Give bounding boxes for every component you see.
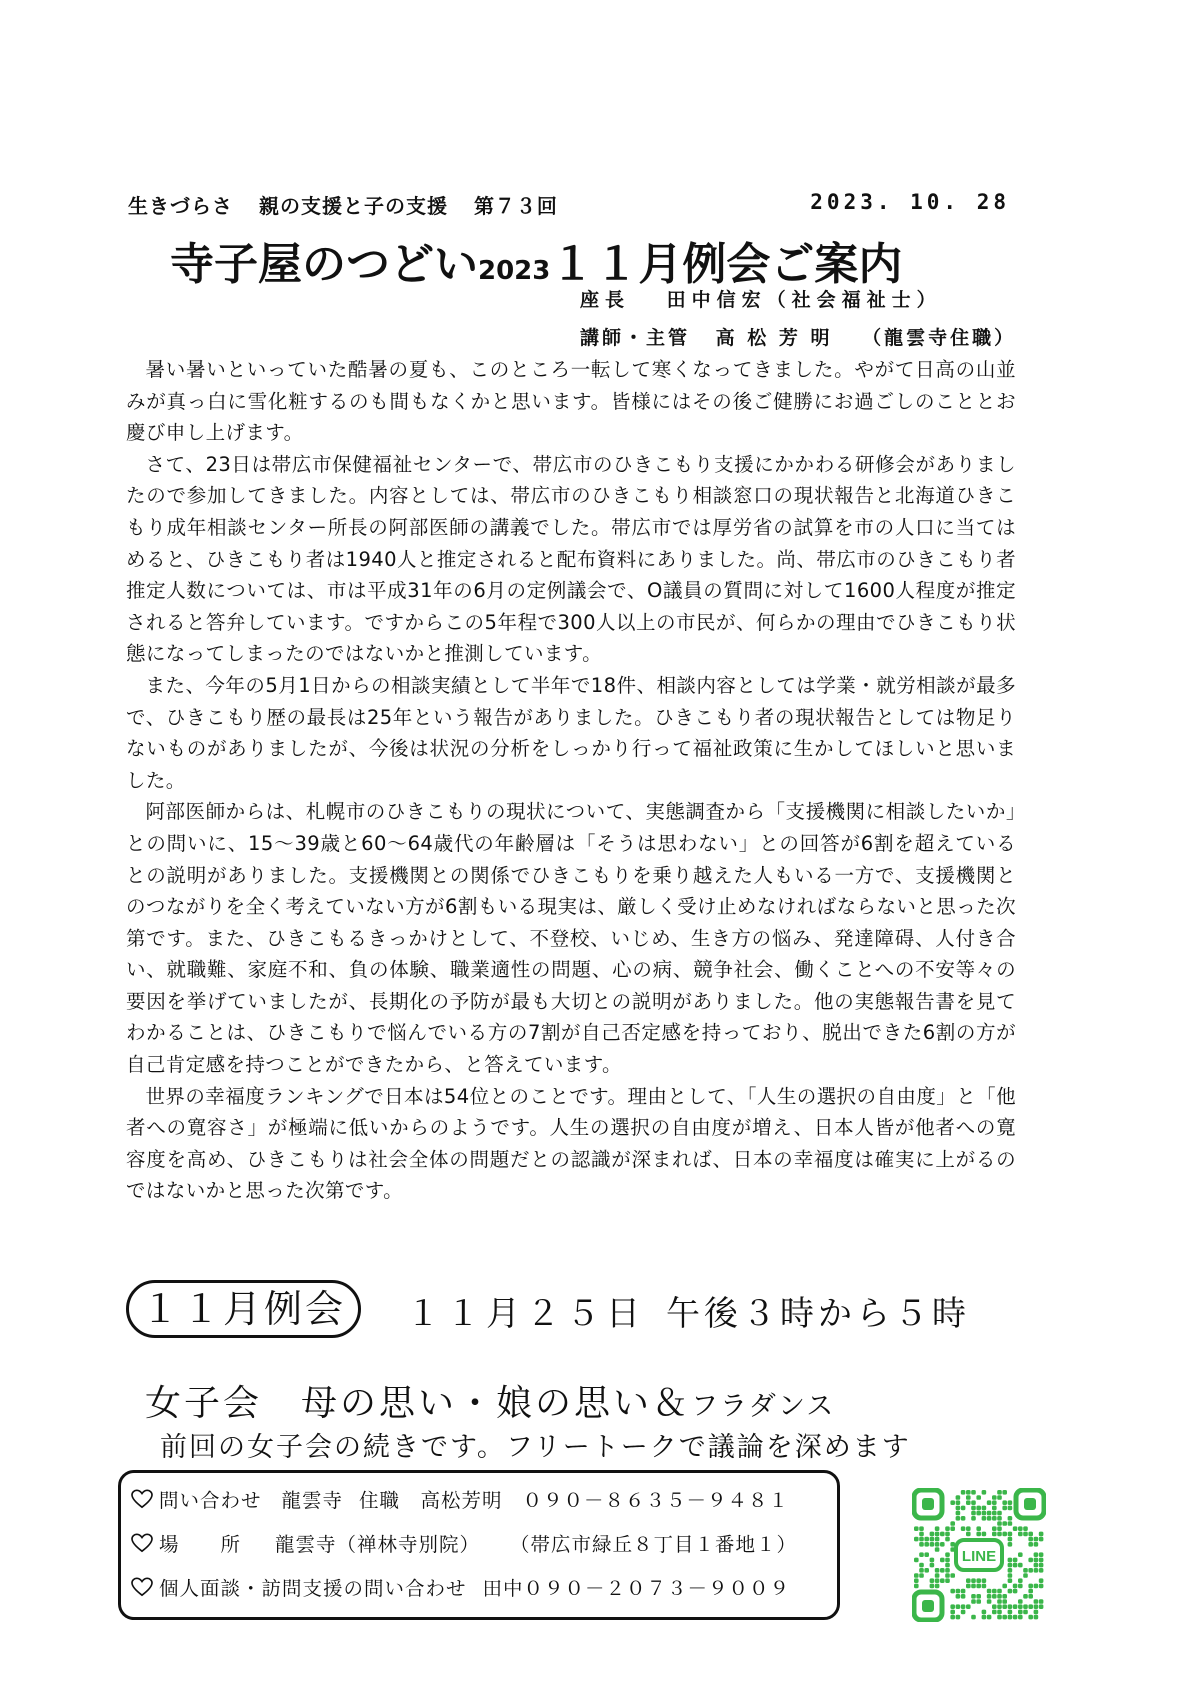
qr-module: [1039, 1537, 1044, 1542]
heart-icon: [131, 1489, 153, 1509]
qr-module: [982, 1490, 987, 1495]
title-tail: １１月例会ご案内: [550, 239, 903, 290]
qr-module: [1013, 1526, 1018, 1531]
meeting-badge: １１月例会: [126, 1280, 361, 1338]
qr-module: [1002, 1615, 1007, 1620]
qr-module: [945, 1558, 950, 1563]
qr-module: [1018, 1615, 1023, 1620]
qr-module: [945, 1578, 950, 1583]
qr-module: [1008, 1537, 1013, 1542]
qr-module: [997, 1589, 1002, 1594]
qr-label: LINE: [961, 1548, 997, 1565]
qr-module: [961, 1610, 966, 1615]
qr-module: [976, 1495, 981, 1500]
contact-place: 龍雲寺: [281, 1489, 344, 1512]
qr-module: [1013, 1584, 1018, 1589]
qr-module: [961, 1516, 966, 1521]
body-text: [126, 354, 1016, 1207]
qr-module: [1028, 1604, 1033, 1609]
heart-icon: [131, 1577, 153, 1597]
qr-module: [997, 1495, 1002, 1500]
qr-module: [919, 1563, 924, 1568]
qr-module: [919, 1532, 924, 1537]
qr-module: [940, 1568, 945, 1573]
qr-module: [997, 1521, 1002, 1526]
qr-module: [956, 1604, 961, 1609]
qr-module: [997, 1532, 1002, 1537]
lecturer-line: [580, 323, 1016, 350]
qr-module: [935, 1537, 940, 1542]
qr-module: [950, 1610, 955, 1615]
qr-module: [987, 1615, 992, 1620]
qr-module: [1023, 1573, 1028, 1578]
qr-module: [1018, 1532, 1023, 1537]
qr-module: [1034, 1552, 1039, 1557]
qr-module: [982, 1516, 987, 1521]
qr-module: [961, 1604, 966, 1609]
qr-module: [1008, 1568, 1013, 1573]
contact-box: [118, 1470, 840, 1620]
qr-module: [1034, 1584, 1039, 1589]
qr-module: [1018, 1552, 1023, 1557]
qr-module: [1034, 1558, 1039, 1563]
issue-date: 2023. 10. 28: [810, 190, 1010, 214]
qr-module: [924, 1568, 929, 1573]
qr-module: [971, 1506, 976, 1511]
qr-module: [971, 1584, 976, 1589]
qr-module: [956, 1495, 961, 1500]
event-title-small: フラダンス: [691, 1391, 836, 1422]
page-title: [170, 228, 902, 292]
qr-module: [1028, 1615, 1033, 1620]
qr-module: [976, 1506, 981, 1511]
qr-module: [1034, 1604, 1039, 1609]
qr-module: [976, 1594, 981, 1599]
qr-module: [919, 1568, 924, 1573]
qr-module: [1008, 1516, 1013, 1521]
qr-module: [1018, 1578, 1023, 1583]
qr-module: [1002, 1594, 1007, 1599]
qr-module: [1008, 1532, 1013, 1537]
qr-module: [956, 1500, 961, 1505]
qr-module: [987, 1516, 992, 1521]
qr-module: [935, 1568, 940, 1573]
qr-module: [1018, 1604, 1023, 1609]
qr-module: [992, 1604, 997, 1609]
qr-module: [992, 1610, 997, 1615]
qr-module: [1002, 1532, 1007, 1537]
qr-module: [987, 1511, 992, 1516]
qr-module: [1023, 1532, 1028, 1537]
lecturer-role: 講師・主管: [580, 327, 691, 349]
qr-module: [966, 1604, 971, 1609]
qr-module: [924, 1537, 929, 1542]
qr-module: [1013, 1589, 1018, 1594]
qr-module: [971, 1516, 976, 1521]
qr-module: [966, 1490, 971, 1495]
qr-module: [1034, 1599, 1039, 1604]
qr-module: [971, 1511, 976, 1516]
qr-module: [1008, 1615, 1013, 1620]
qr-module: [930, 1537, 935, 1542]
qr-module: [971, 1578, 976, 1583]
qr-module: [956, 1511, 961, 1516]
qr-module: [1018, 1610, 1023, 1615]
lecturer-title: （龍雲寺住職）: [862, 327, 1017, 349]
qr-module: [1028, 1568, 1033, 1573]
contact-row-location: [131, 1529, 797, 1557]
paragraph: 世界の幸福度ランキングで日本は54位とのことです。理由として、「人生の選択の自由度」と「他者への寛容さ」が極端に低いからのようです。人生の選択の自由度が増え、日本人皆が他者への寛容度を高め、ひきこもりは社会全体の問題だとの認識が深まれば、日本の幸福度は確実に上がるのではないかと思った次第です。: [126, 1084, 1016, 1203]
qr-module: [1034, 1610, 1039, 1615]
qr-module: [930, 1532, 935, 1537]
qr-module: [1008, 1542, 1013, 1547]
title-year: 2023: [478, 256, 551, 286]
qr-module: [1028, 1558, 1033, 1563]
qr-module: [1028, 1594, 1033, 1599]
qr-module: [997, 1526, 1002, 1531]
qr-module: [914, 1584, 919, 1589]
qr-module: [1023, 1568, 1028, 1573]
qr-module: [971, 1599, 976, 1604]
qr-module: [982, 1584, 987, 1589]
series-label: 生きづらさ: [128, 194, 233, 218]
qr-module: [976, 1511, 981, 1516]
paragraph: 阿部医師からは、札幌市のひきこもりの現状について、実態調査から「支援機関に相談したいか」との問いに、15～39歳と60～64歳代の年齢層は「そうは思わない」との回答が6割を超えているとの説明がありました。支援機関との関係でひきこもりを乗り越えた人もいる一方で、支援機関とのつながりを全く考えていない方が6割もいる現実は、厳しく受け止めなければならないと思った次第です。また、ひきこもるきっかけとして、不登校、いじめ、生き方の悩み、発達障碍、人付き合い、就職難、家庭不和、負の体験、職業適性の問題、心の病、競争社会、働くことへの不安等々の要因を挙げていましたが、長期化の予防が最も大切との説明がありました。他の実態報告書を見てわかることは、ひきこもりで悩んでいる方の7割が自己否定感を持っており、脱出できた6割の方が自己肯定感を持つことができたから、と答えています。: [126, 800, 1016, 1077]
qr-module: [992, 1495, 997, 1500]
qr-module: [976, 1584, 981, 1589]
qr-module: [997, 1604, 1002, 1609]
qr-module: [935, 1578, 940, 1583]
qr-module: [1008, 1604, 1013, 1609]
qr-module: [935, 1526, 940, 1531]
qr-module: [992, 1589, 997, 1594]
qr-module: [919, 1573, 924, 1578]
qr-module: [924, 1542, 929, 1547]
qr-module: [997, 1615, 1002, 1620]
contact-phone: ０９０－８６３５－９４８１: [522, 1489, 790, 1512]
qr-module: [971, 1594, 976, 1599]
qr-module: [1028, 1542, 1033, 1547]
qr-module: [930, 1578, 935, 1583]
qr-module: [924, 1552, 929, 1557]
qr-module: [930, 1584, 935, 1589]
qr-module: [940, 1542, 945, 1547]
qr-module: [914, 1537, 919, 1542]
location-label: 場 所: [159, 1533, 242, 1556]
qr-module: [961, 1490, 966, 1495]
paragraph: さて、23日は帯広市保健福祉センターで、帯広市のひきこもり支援にかかわる研修会がありましたので参加してきました。内容としては、帯広市のひきこもり相談窓口の現状報告と北海道ひきこもり成年相談センター所長の阿部医師の講義でした。帯広市では厚労省の試算を市の人口に当てはめると、ひきこもり者は1940人と推定されると配布資料にありました。尚、帯広市のひきこもり者推定人数については、市は平成31年の6月の定例議会で、O議員の質問に対して1600人程度が推定されると答弁しています。ですからこの5年程で300人以上の市民が、何らかの理由でひきこもり状態になってしまったのではないかと推測しています。: [126, 452, 1016, 666]
qr-module: [914, 1573, 919, 1578]
qr-module: [1028, 1532, 1033, 1537]
chair-role: 座長: [580, 289, 631, 311]
qr-module: [992, 1511, 997, 1516]
qr-module: [930, 1558, 935, 1563]
qr-module: [1039, 1558, 1044, 1563]
qr-module: [945, 1573, 950, 1578]
qr-module: [966, 1500, 971, 1505]
qr-module: [966, 1578, 971, 1583]
qr-module: [1002, 1584, 1007, 1589]
qr-module: [1023, 1610, 1028, 1615]
qr-module: [992, 1526, 997, 1531]
qr-module: [1039, 1563, 1044, 1568]
qr-module: [997, 1516, 1002, 1521]
qr-module: [950, 1521, 955, 1526]
qr-module: [956, 1594, 961, 1599]
qr-module: [1018, 1599, 1023, 1604]
qr-module: [997, 1594, 1002, 1599]
qr-module: [950, 1604, 955, 1609]
series-line: [128, 190, 576, 219]
qr-module: [919, 1537, 924, 1542]
qr-module: [1018, 1584, 1023, 1589]
qr-module: [1002, 1599, 1007, 1604]
qr-module: [1008, 1578, 1013, 1583]
qr-module: [1008, 1500, 1013, 1505]
qr-module: [976, 1599, 981, 1604]
chair-line: [580, 285, 942, 312]
qr-module: [940, 1578, 945, 1583]
qr-module: [950, 1573, 955, 1578]
location-address: （帯広市緑丘８丁目１番地１）: [510, 1533, 798, 1556]
qr-module: [971, 1500, 976, 1505]
lecturer-name: 高 松 芳 明: [715, 327, 833, 349]
qr-module: [1008, 1558, 1013, 1563]
qr-module: [950, 1526, 955, 1531]
qr-module: [1039, 1604, 1044, 1609]
qr-module: [1013, 1604, 1018, 1609]
qr-module: [1023, 1604, 1028, 1609]
qr-module: [1013, 1563, 1018, 1568]
qr-module: [987, 1500, 992, 1505]
qr-module: [935, 1547, 940, 1552]
qr-module: [992, 1506, 997, 1511]
qr-module: [919, 1526, 924, 1531]
qr-module: [1008, 1563, 1013, 1568]
qr-module: [930, 1563, 935, 1568]
qr-module: [992, 1594, 997, 1599]
qr-module: [992, 1532, 997, 1537]
qr-module: [1008, 1521, 1013, 1526]
qr-module: [950, 1615, 955, 1620]
qr-module: [966, 1495, 971, 1500]
qr-module: [1008, 1610, 1013, 1615]
qr-module: [1034, 1568, 1039, 1573]
qr-module: [1039, 1532, 1044, 1537]
qr-module: [945, 1537, 950, 1542]
event-title: [145, 1375, 835, 1426]
event-title-main: 女子会 母の思い・娘の思い＆: [145, 1383, 692, 1424]
qr-module: [997, 1490, 1002, 1495]
paragraph: 暑い暑いといっていた酷暑の夏も、このところ一転して寒くなってきました。やがて日高の山並みが真っ白に雪化粧するのも間もなくかと思います。皆様にはその後ご健勝にお過ごしのこととお慶び申し上げます。: [126, 358, 1016, 445]
qr-module: [1028, 1537, 1033, 1542]
qr-module: [956, 1589, 961, 1594]
event-subtitle: 前回の女子会の続きです。フリートークで議論を深めます: [160, 1432, 911, 1463]
line-qr-code-icon[interactable]: [912, 1488, 1046, 1622]
qr-module: [1039, 1552, 1044, 1557]
qr-module: [940, 1532, 945, 1537]
qr-module: [987, 1594, 992, 1599]
qr-module: [1002, 1521, 1007, 1526]
contact-label: 問い合わせ: [159, 1489, 262, 1512]
qr-module: [982, 1578, 987, 1583]
qr-module: [1018, 1563, 1023, 1568]
qr-module: [945, 1552, 950, 1557]
qr-module: [945, 1568, 950, 1573]
qr-module: [961, 1526, 966, 1531]
visit-label: 個人面談・訪問支援の問い合わせ: [159, 1577, 467, 1600]
heart-icon: [131, 1533, 153, 1553]
series-number: 第７３回: [473, 194, 558, 218]
qr-module: [945, 1526, 950, 1531]
qr-module: [935, 1542, 940, 1547]
qr-module: [1023, 1594, 1028, 1599]
qr-module: [945, 1563, 950, 1568]
qr-module: [992, 1500, 997, 1505]
qr-module: [982, 1615, 987, 1620]
qr-module: [987, 1589, 992, 1594]
qr-module: [1039, 1578, 1044, 1583]
qr-module: [976, 1532, 981, 1537]
qr-module: [1023, 1526, 1028, 1531]
qr-module: [914, 1558, 919, 1563]
qr-module: [950, 1500, 955, 1505]
qr-module: [982, 1532, 987, 1537]
qr-module: [935, 1584, 940, 1589]
qr-module: [1002, 1500, 1007, 1505]
qr-module: [966, 1526, 971, 1531]
qr-module: [1034, 1615, 1039, 1620]
qr-module: [1013, 1558, 1018, 1563]
qr-module: [1008, 1589, 1013, 1594]
contact-person: 住職 高松芳明: [359, 1489, 503, 1512]
qr-module: [1002, 1604, 1007, 1609]
qr-module: [1039, 1584, 1044, 1589]
qr-module: [1008, 1573, 1013, 1578]
qr-module: [1034, 1537, 1039, 1542]
qr-module: [950, 1589, 955, 1594]
qr-module: [1028, 1584, 1033, 1589]
qr-module: [1039, 1599, 1044, 1604]
qr-module: [982, 1511, 987, 1516]
qr-module: [992, 1516, 997, 1521]
series-theme: 親の支援と子の支援: [258, 194, 448, 218]
paragraph: また、今年の5月1日からの相談実績として半年で18件、相談内容としては学業・就労相談が最多で、ひきこもり歴の最長は25年という報告がありました。ひきこもり者の現状報告としては物足りないものがありましたが、今後は状況の分析をしっかり行って福祉政策に生かしてほしいと思いました。: [126, 673, 1016, 792]
location-place: 龍雲寺（禅林寺別院）: [275, 1533, 481, 1556]
qr-module: [966, 1584, 971, 1589]
qr-module: [961, 1506, 966, 1511]
qr-module: [1002, 1506, 1007, 1511]
qr-module: [997, 1610, 1002, 1615]
qr-module: [987, 1599, 992, 1604]
contact-row-visit: [131, 1573, 790, 1601]
meeting-time: 午後３時から５時: [666, 1294, 970, 1334]
qr-module: [1002, 1490, 1007, 1495]
qr-module: [971, 1490, 976, 1495]
qr-module: [1008, 1506, 1013, 1511]
qr-module: [976, 1578, 981, 1583]
qr-module: [982, 1610, 987, 1615]
qr-module: [956, 1516, 961, 1521]
qr-module: [971, 1615, 976, 1620]
qr-module: [919, 1542, 924, 1547]
qr-module: [1013, 1615, 1018, 1620]
qr-module: [956, 1506, 961, 1511]
qr-module: [1034, 1542, 1039, 1547]
qr-module: [930, 1542, 935, 1547]
qr-module: [935, 1573, 940, 1578]
qr-module: [982, 1506, 987, 1511]
qr-module: [961, 1594, 966, 1599]
qr-module: [1039, 1568, 1044, 1573]
qr-module: [940, 1558, 945, 1563]
visit-contact: 田中０９０－２０７３－９００９: [482, 1577, 791, 1600]
qr-module: [945, 1532, 950, 1537]
qr-module: [1028, 1589, 1033, 1594]
qr-module: [956, 1615, 961, 1620]
title-main: 寺子屋のつどい: [170, 239, 478, 290]
qr-module: [961, 1589, 966, 1594]
chair-name: 田中信宏（社会福祉士）: [666, 289, 942, 311]
qr-module: [1018, 1526, 1023, 1531]
meeting-date: １１月２５日: [406, 1294, 646, 1334]
qr-module: [935, 1532, 940, 1537]
meeting-info: [126, 1280, 1046, 1340]
qr-module: [976, 1526, 981, 1531]
qr-module: [919, 1552, 924, 1557]
qr-module: [914, 1526, 919, 1531]
qr-module: [997, 1599, 1002, 1604]
qr-module: [997, 1511, 1002, 1516]
qr-module: [1034, 1563, 1039, 1568]
qr-module: [914, 1578, 919, 1583]
contact-row-inquiry: [131, 1485, 789, 1513]
qr-module: [966, 1532, 971, 1537]
